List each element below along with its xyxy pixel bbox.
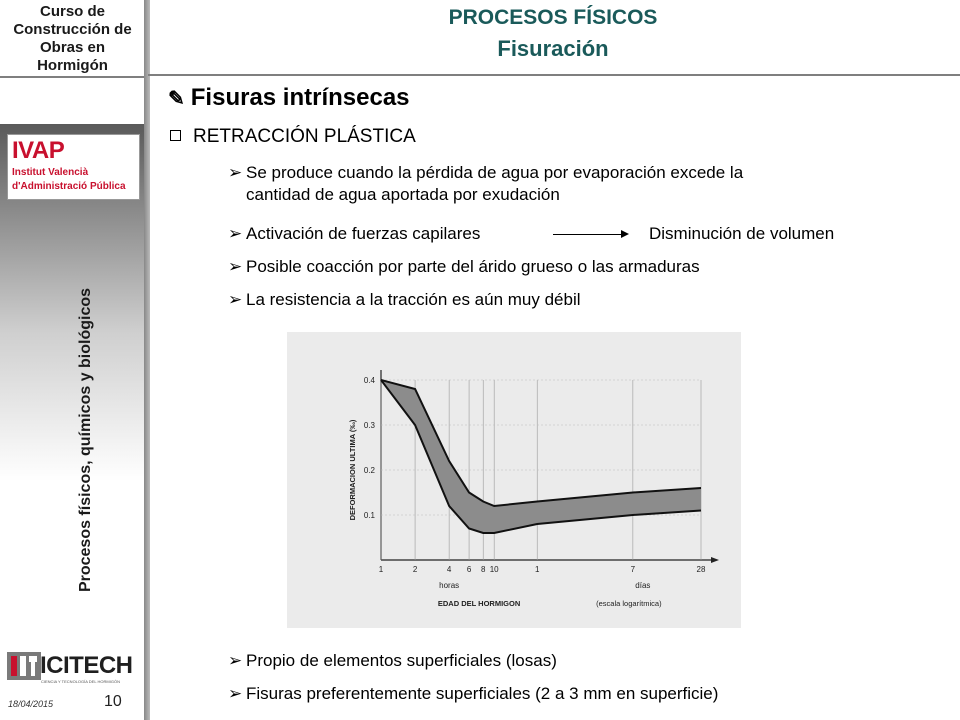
arrow-bullet-icon: ➢ [228,224,243,243]
x-axis-note: (escala logarítmica) [596,599,662,608]
y-axis-label: DEFORMACION ULTIMA (‰) [348,419,357,521]
section-heading [168,84,410,112]
ivap-logo-line1: Institut Valencià [12,167,89,178]
causes-arrow-line [553,234,623,235]
x-unit-label: días [635,581,651,590]
bullet-text: Activación de fuerzas capilares [246,224,481,243]
bullet-text: Posible coacción por parte del árido grueso o las armaduras [246,257,700,276]
course-title: Curso de Construcción de Obras en Hormigón [13,3,132,74]
bullet-item [228,256,700,278]
strain-chart-figure [287,332,741,628]
x-unit-label: horas [439,581,460,590]
bullet-item [228,162,743,184]
section-title: Fisuras intrínsecas [190,84,410,111]
bullet-text: La resistencia a la tracción es aún muy débil [246,290,581,309]
ivap-logo-name: IVAP [12,137,65,164]
subsection-heading [170,126,416,148]
x-axis-label: EDAD DEL HORMIGON [437,599,521,608]
bullet-item [228,650,557,672]
arrow-bullet-icon: ➢ [228,290,243,309]
strain-chart [287,332,741,628]
pencil-icon: ✎ [168,88,185,110]
vertical-topic-title: Procesos físicos, químicos y biológicos [77,287,94,593]
y-tick-label: 0.4 [363,376,375,385]
bullet-result-text: Disminución de volumen [649,224,835,243]
slide-number: 10 [104,693,122,710]
bullet-text: cantidad de agua aportada por exudación [246,185,560,204]
x-tick-label: 10 [489,565,499,574]
icitech-emblem-icon [7,650,41,682]
arrow-bullet-icon: ➢ [228,651,243,670]
bullet-text: Fisuras preferentemente superficiales (2 a 3 mm en superficie) [246,684,719,703]
slide-title: PROCESOS FÍSICOS [448,6,658,29]
bullet-item [228,683,718,705]
slide-date: 18/04/2015 [8,699,54,709]
sidebar-edge [144,0,150,720]
sidebar-divider [0,76,148,78]
arrow-right-icon [621,230,629,238]
bullet-text: Propio de elementos superficiales (losas) [246,651,557,670]
icitech-logo-sub: CIENCIA Y TECNOLOGÍA DEL HORMIGÓN [41,679,120,684]
x-tick-label: 2 [412,565,418,574]
arrow-bullet-icon: ➢ [228,257,243,276]
checkbox-bullet-icon [170,130,181,141]
x-tick-label: 4 [446,565,452,574]
y-tick-label: 0.2 [363,466,375,475]
arrow-bullet-icon: ➢ [228,163,243,182]
ivap-logo-line2: d'Administració Pública [12,181,126,192]
x-axis-arrow [711,557,719,563]
x-tick-label: 1 [378,565,384,574]
icitech-logo-name: ICITECH [40,652,133,679]
bullet-item [228,223,835,245]
bullet-item [228,289,581,311]
x-tick-label: 28 [696,565,706,574]
header-divider [148,74,960,76]
slide-subtitle: Fisuración [497,36,609,61]
y-tick-label: 0.3 [363,421,375,430]
sidebar-header [0,0,148,124]
bullet-text: Se produce cuando la pérdida de agua por evaporación excede la [246,163,744,182]
x-tick-label: 1 [534,565,540,574]
x-tick-label: 7 [630,565,636,574]
bullet-item-continuation [246,184,560,206]
subsection-title: RETRACCIÓN PLÁSTICA [193,126,416,147]
arrow-bullet-icon: ➢ [228,684,243,703]
sidebar-gradient [0,124,148,720]
x-tick-label: 8 [480,565,486,574]
sidebar [0,0,148,720]
ivap-logo [7,134,140,200]
y-tick-label: 0.1 [363,511,375,520]
x-tick-label: 6 [466,565,472,574]
icitech-logo [7,650,137,690]
